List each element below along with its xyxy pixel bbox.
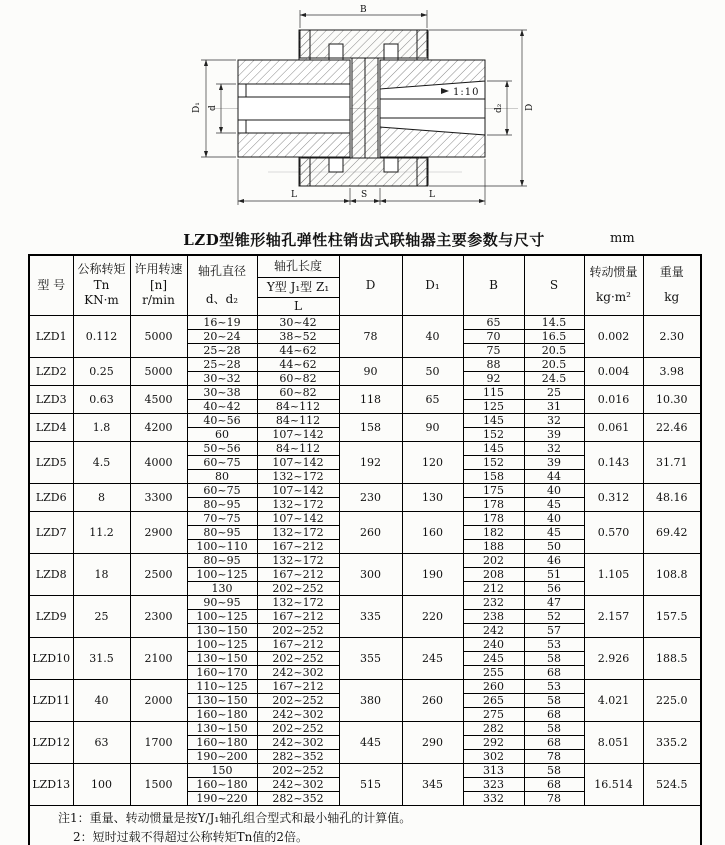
cell-weight: 48.16 xyxy=(643,484,701,512)
cell-model: LZD8 xyxy=(29,554,73,596)
cell-S: 31 xyxy=(524,400,584,414)
cell-S: 47 xyxy=(524,596,584,610)
cell-D: 445 xyxy=(339,722,402,764)
cell-bore-length: 107~142 xyxy=(257,512,339,526)
cell-bore-diameter: 70~75 xyxy=(187,512,257,526)
cell-bore-diameter: 30~32 xyxy=(187,372,257,386)
notes-cell xyxy=(29,806,701,845)
cell-S: 58 xyxy=(524,722,584,736)
cell-bore-diameter: 80~95 xyxy=(187,554,257,568)
cell-inertia: 0.016 xyxy=(584,386,643,414)
cell-torque: 31.5 xyxy=(73,638,130,680)
cell-bore-diameter: 160~180 xyxy=(187,708,257,722)
cell-B: 255 xyxy=(463,666,524,680)
cell-bore-length: 202~252 xyxy=(257,652,339,666)
col-bore-length-L: L xyxy=(257,298,339,316)
cell-D: 355 xyxy=(339,638,402,680)
cell-speed: 5000 xyxy=(130,358,187,386)
cell-S: 68 xyxy=(524,666,584,680)
cell-D: 515 xyxy=(339,764,402,806)
cell-B: 88 xyxy=(463,358,524,372)
cell-bore-diameter: 100~125 xyxy=(187,568,257,582)
cell-S: 16.5 xyxy=(524,330,584,344)
cell-bore-length: 84~112 xyxy=(257,442,339,456)
dim-label-d: d xyxy=(208,105,218,111)
cell-bore-diameter: 60~75 xyxy=(187,456,257,470)
cell-weight: 188.5 xyxy=(643,638,701,680)
cell-D1: 40 xyxy=(402,316,463,358)
cell-B: 242 xyxy=(463,624,524,638)
cell-B: 313 xyxy=(463,764,524,778)
cell-speed: 3300 xyxy=(130,484,187,512)
cell-bore-diameter: 100~125 xyxy=(187,638,257,652)
cell-B: 245 xyxy=(463,652,524,666)
cell-bore-length: 107~142 xyxy=(257,456,339,470)
cell-D: 230 xyxy=(339,484,402,512)
coupling-drawing xyxy=(0,0,725,224)
cell-D1: 50 xyxy=(402,358,463,386)
cell-bore-length: 107~142 xyxy=(257,484,339,498)
cell-torque: 8 xyxy=(73,484,130,512)
col-S: S xyxy=(524,255,584,316)
cell-bore-length: 167~212 xyxy=(257,610,339,624)
cell-B: 92 xyxy=(463,372,524,386)
cell-B: 212 xyxy=(463,582,524,596)
cell-D1: 90 xyxy=(402,414,463,442)
cell-inertia: 0.570 xyxy=(584,512,643,554)
cell-bore-diameter: 40~42 xyxy=(187,400,257,414)
cell-bore-diameter: 80~95 xyxy=(187,526,257,540)
cell-torque: 40 xyxy=(73,680,130,722)
table-row xyxy=(29,638,701,652)
cell-torque: 1.8 xyxy=(73,414,130,442)
dim-label-d2: d₂ xyxy=(494,103,504,113)
cell-bore-length: 60~82 xyxy=(257,372,339,386)
cell-speed: 1700 xyxy=(130,722,187,764)
col-bore-length-types: Y型 J₁型 Z₁ xyxy=(257,278,339,298)
cell-bore-length: 60~82 xyxy=(257,386,339,400)
cell-bore-diameter: 130 xyxy=(187,582,257,596)
caption-row xyxy=(28,229,700,251)
cell-D1: 345 xyxy=(402,764,463,806)
cell-S: 20.5 xyxy=(524,358,584,372)
cell-inertia: 0.002 xyxy=(584,316,643,358)
cell-S: 58 xyxy=(524,764,584,778)
cell-B: 75 xyxy=(463,344,524,358)
cell-S: 39 xyxy=(524,428,584,442)
cell-inertia: 1.105 xyxy=(584,554,643,596)
cell-S: 50 xyxy=(524,540,584,554)
cell-B: 145 xyxy=(463,442,524,456)
cell-B: 188 xyxy=(463,540,524,554)
cell-bore-diameter: 110~125 xyxy=(187,680,257,694)
table-row xyxy=(29,764,701,778)
cell-model: LZD12 xyxy=(29,722,73,764)
cell-bore-length: 30~42 xyxy=(257,316,339,330)
cell-B: 265 xyxy=(463,694,524,708)
dim-label-B: B xyxy=(360,5,367,15)
cell-torque: 25 xyxy=(73,596,130,638)
parameters-table xyxy=(28,254,702,845)
col-torque: 公称转矩 Tn KN·m xyxy=(73,255,130,316)
cell-D: 90 xyxy=(339,358,402,386)
cell-bore-diameter: 160~180 xyxy=(187,778,257,792)
cell-D: 260 xyxy=(339,512,402,554)
cell-bore-length: 167~212 xyxy=(257,638,339,652)
cell-D: 78 xyxy=(339,316,402,358)
cell-S: 53 xyxy=(524,680,584,694)
cell-S: 68 xyxy=(524,708,584,722)
cell-speed: 2300 xyxy=(130,596,187,638)
table-row xyxy=(29,596,701,610)
cell-S: 78 xyxy=(524,750,584,764)
note-1: 注1：重量、转动惯量是按Y/J₁轴孔组合型式和最小轴孔的计算值。 xyxy=(58,811,412,825)
cell-torque: 0.25 xyxy=(73,358,130,386)
cell-B: 158 xyxy=(463,470,524,484)
col-speed: 许用转速 [n] r/min xyxy=(130,255,187,316)
cell-bore-diameter: 100~125 xyxy=(187,610,257,624)
cell-torque: 18 xyxy=(73,554,130,596)
cell-inertia: 0.143 xyxy=(584,442,643,484)
cell-S: 40 xyxy=(524,484,584,498)
table-row xyxy=(29,512,701,526)
cell-S: 32 xyxy=(524,442,584,456)
cell-S: 53 xyxy=(524,638,584,652)
cell-D: 380 xyxy=(339,680,402,722)
cell-torque: 0.63 xyxy=(73,386,130,414)
cell-bore-diameter: 130~150 xyxy=(187,624,257,638)
cell-bore-length: 38~52 xyxy=(257,330,339,344)
table-row xyxy=(29,414,701,428)
cell-bore-length: 84~112 xyxy=(257,400,339,414)
cell-bore-diameter: 100~110 xyxy=(187,540,257,554)
cell-bore-length: 132~172 xyxy=(257,526,339,540)
cell-bore-length: 107~142 xyxy=(257,428,339,442)
cell-bore-length: 44~62 xyxy=(257,344,339,358)
cell-S: 58 xyxy=(524,694,584,708)
cell-bore-diameter: 40~56 xyxy=(187,414,257,428)
cell-bore-diameter: 80 xyxy=(187,470,257,484)
cell-inertia: 2.157 xyxy=(584,596,643,638)
cell-torque: 63 xyxy=(73,722,130,764)
cell-inertia: 0.312 xyxy=(584,484,643,512)
cell-bore-diameter: 60 xyxy=(187,428,257,442)
cell-B: 275 xyxy=(463,708,524,722)
cell-S: 32 xyxy=(524,414,584,428)
cell-B: 323 xyxy=(463,778,524,792)
cell-inertia: 0.061 xyxy=(584,414,643,442)
coupling-body xyxy=(238,30,485,186)
table-body xyxy=(29,316,701,806)
cell-weight: 524.5 xyxy=(643,764,701,806)
cell-bore-length: 242~302 xyxy=(257,736,339,750)
cell-speed: 2900 xyxy=(130,512,187,554)
cell-bore-length: 132~172 xyxy=(257,596,339,610)
cell-bore-length: 167~212 xyxy=(257,540,339,554)
cell-B: 115 xyxy=(463,386,524,400)
cell-weight: 157.5 xyxy=(643,596,701,638)
cell-model: LZD2 xyxy=(29,358,73,386)
cell-bore-diameter: 60~75 xyxy=(187,484,257,498)
cell-bore-diameter: 190~200 xyxy=(187,750,257,764)
coupling-cross-section xyxy=(0,0,725,224)
cell-weight: 108.8 xyxy=(643,554,701,596)
cell-model: LZD7 xyxy=(29,512,73,554)
cell-bore-length: 242~302 xyxy=(257,778,339,792)
cell-B: 178 xyxy=(463,498,524,512)
cell-S: 56 xyxy=(524,582,584,596)
cell-D1: 65 xyxy=(402,386,463,414)
cell-bore-length: 202~252 xyxy=(257,582,339,596)
cell-D: 335 xyxy=(339,596,402,638)
col-D1: D₁ xyxy=(402,255,463,316)
cell-S: 20.5 xyxy=(524,344,584,358)
cell-S: 39 xyxy=(524,456,584,470)
cell-B: 175 xyxy=(463,484,524,498)
cell-D: 192 xyxy=(339,442,402,484)
table-row xyxy=(29,680,701,694)
cell-S: 45 xyxy=(524,498,584,512)
cell-torque: 4.5 xyxy=(73,442,130,484)
table-row xyxy=(29,442,701,456)
cell-bore-length: 202~252 xyxy=(257,722,339,736)
cell-bore-length: 282~352 xyxy=(257,750,339,764)
cell-bore-diameter: 50~56 xyxy=(187,442,257,456)
cell-speed: 2500 xyxy=(130,554,187,596)
cell-D1: 260 xyxy=(402,680,463,722)
dim-label-L-right: L xyxy=(429,190,435,200)
cell-B: 302 xyxy=(463,750,524,764)
cell-S: 52 xyxy=(524,610,584,624)
cell-bore-length: 84~112 xyxy=(257,414,339,428)
cell-bore-diameter: 130~150 xyxy=(187,652,257,666)
col-model: 型 号 xyxy=(29,255,73,316)
cell-B: 292 xyxy=(463,736,524,750)
col-B: B xyxy=(463,255,524,316)
cell-speed: 4500 xyxy=(130,386,187,414)
cell-B: 260 xyxy=(463,680,524,694)
cell-torque: 0.112 xyxy=(73,316,130,358)
cell-S: 25 xyxy=(524,386,584,400)
cell-torque: 11.2 xyxy=(73,512,130,554)
dim-label-L-left: L xyxy=(291,190,297,200)
table-row xyxy=(29,722,701,736)
cell-B: 240 xyxy=(463,638,524,652)
cell-model: LZD9 xyxy=(29,596,73,638)
dim-label-D: D xyxy=(525,103,535,111)
dim-label-S: S xyxy=(361,190,368,200)
cell-bore-length: 202~252 xyxy=(257,624,339,638)
cell-bore-length: 132~172 xyxy=(257,554,339,568)
cell-speed: 1500 xyxy=(130,764,187,806)
cell-bore-diameter: 90~95 xyxy=(187,596,257,610)
cell-bore-diameter: 25~28 xyxy=(187,344,257,358)
cell-torque: 100 xyxy=(73,764,130,806)
table-header xyxy=(29,255,701,316)
cell-B: 65 xyxy=(463,316,524,330)
cell-bore-length: 132~172 xyxy=(257,470,339,484)
cell-inertia: 2.926 xyxy=(584,638,643,680)
cell-B: 232 xyxy=(463,596,524,610)
cell-B: 282 xyxy=(463,722,524,736)
cell-D: 118 xyxy=(339,386,402,414)
cell-model: LZD4 xyxy=(29,414,73,442)
cell-B: 202 xyxy=(463,554,524,568)
cell-model: LZD11 xyxy=(29,680,73,722)
cell-bore-diameter: 30~38 xyxy=(187,386,257,400)
dim-label-D1: D₁ xyxy=(192,102,202,113)
cell-model: LZD13 xyxy=(29,764,73,806)
cell-bore-length: 167~212 xyxy=(257,568,339,582)
cell-weight: 10.30 xyxy=(643,386,701,414)
cell-bore-length: 44~62 xyxy=(257,358,339,372)
cell-B: 145 xyxy=(463,414,524,428)
table-row xyxy=(29,386,701,400)
cell-bore-length: 202~252 xyxy=(257,764,339,778)
cell-weight: 22.46 xyxy=(643,414,701,442)
cell-S: 57 xyxy=(524,624,584,638)
cell-S: 44 xyxy=(524,470,584,484)
cell-model: LZD6 xyxy=(29,484,73,512)
cell-inertia: 16.514 xyxy=(584,764,643,806)
cell-S: 68 xyxy=(524,736,584,750)
cell-inertia: 0.004 xyxy=(584,358,643,386)
cell-S: 58 xyxy=(524,652,584,666)
taper-ratio-label: 1:10 xyxy=(453,87,480,98)
cell-B: 125 xyxy=(463,400,524,414)
cell-B: 152 xyxy=(463,428,524,442)
col-inertia: 转动惯量 kg·m² xyxy=(584,255,643,316)
cell-weight: 335.2 xyxy=(643,722,701,764)
cell-S: 46 xyxy=(524,554,584,568)
cell-speed: 4200 xyxy=(130,414,187,442)
cell-S: 78 xyxy=(524,792,584,806)
cell-model: LZD10 xyxy=(29,638,73,680)
cell-B: 182 xyxy=(463,526,524,540)
cell-bore-length: 202~252 xyxy=(257,694,339,708)
cell-bore-length: 242~302 xyxy=(257,666,339,680)
cell-D1: 220 xyxy=(402,596,463,638)
table-notes xyxy=(29,806,701,845)
cell-speed: 5000 xyxy=(130,316,187,358)
cell-bore-diameter: 160~170 xyxy=(187,666,257,680)
cell-bore-diameter: 130~150 xyxy=(187,694,257,708)
cell-bore-diameter: 160~180 xyxy=(187,736,257,750)
cell-D1: 290 xyxy=(402,722,463,764)
table-row xyxy=(29,484,701,498)
table-row xyxy=(29,358,701,372)
cell-weight: 31.71 xyxy=(643,442,701,484)
unit-label: mm xyxy=(610,231,635,246)
cell-D1: 160 xyxy=(402,512,463,554)
cell-D1: 130 xyxy=(402,484,463,512)
cell-weight: 3.98 xyxy=(643,358,701,386)
cell-weight: 2.30 xyxy=(643,316,701,358)
cell-bore-diameter: 190~220 xyxy=(187,792,257,806)
col-bore-diameter: 轴孔直径 d、d₂ xyxy=(187,255,257,316)
cell-weight: 69.42 xyxy=(643,512,701,554)
cell-D1: 245 xyxy=(402,638,463,680)
cell-D: 158 xyxy=(339,414,402,442)
cell-weight: 225.0 xyxy=(643,680,701,722)
cell-bore-diameter: 80~95 xyxy=(187,498,257,512)
page-title: LZD型锥形轴孔弹性柱销齿式联轴器主要参数与尺寸 xyxy=(183,231,545,249)
cell-bore-diameter: 20~24 xyxy=(187,330,257,344)
cell-bore-diameter: 16~19 xyxy=(187,316,257,330)
cell-B: 332 xyxy=(463,792,524,806)
cell-model: LZD5 xyxy=(29,442,73,484)
cell-B: 70 xyxy=(463,330,524,344)
cell-S: 68 xyxy=(524,778,584,792)
cell-speed: 2000 xyxy=(130,680,187,722)
cell-B: 152 xyxy=(463,456,524,470)
cell-bore-length: 282~352 xyxy=(257,792,339,806)
cell-model: LZD3 xyxy=(29,386,73,414)
cell-S: 14.5 xyxy=(524,316,584,330)
cell-bore-diameter: 130~150 xyxy=(187,722,257,736)
cell-inertia: 8.051 xyxy=(584,722,643,764)
cell-bore-length: 167~212 xyxy=(257,680,339,694)
cell-S: 40 xyxy=(524,512,584,526)
cell-B: 178 xyxy=(463,512,524,526)
cell-bore-diameter: 25~28 xyxy=(187,358,257,372)
cell-D1: 190 xyxy=(402,554,463,596)
col-weight: 重量 kg xyxy=(643,255,701,316)
note-2: 2：短时过载不得超过公称转矩Tn值的2倍。 xyxy=(73,830,309,845)
cell-S: 24.5 xyxy=(524,372,584,386)
cell-S: 51 xyxy=(524,568,584,582)
cell-speed: 4000 xyxy=(130,442,187,484)
col-bore-length: 轴孔长度 xyxy=(257,255,339,278)
cell-bore-length: 132~172 xyxy=(257,498,339,512)
col-D: D xyxy=(339,255,402,316)
cell-B: 208 xyxy=(463,568,524,582)
cell-D1: 120 xyxy=(402,442,463,484)
cell-S: 45 xyxy=(524,526,584,540)
cell-model: LZD1 xyxy=(29,316,73,358)
cell-B: 238 xyxy=(463,610,524,624)
cell-bore-length: 242~302 xyxy=(257,708,339,722)
cell-speed: 2100 xyxy=(130,638,187,680)
cell-inertia: 4.021 xyxy=(584,680,643,722)
table-row xyxy=(29,316,701,330)
cell-D: 300 xyxy=(339,554,402,596)
table-row xyxy=(29,554,701,568)
cell-bore-diameter: 150 xyxy=(187,764,257,778)
